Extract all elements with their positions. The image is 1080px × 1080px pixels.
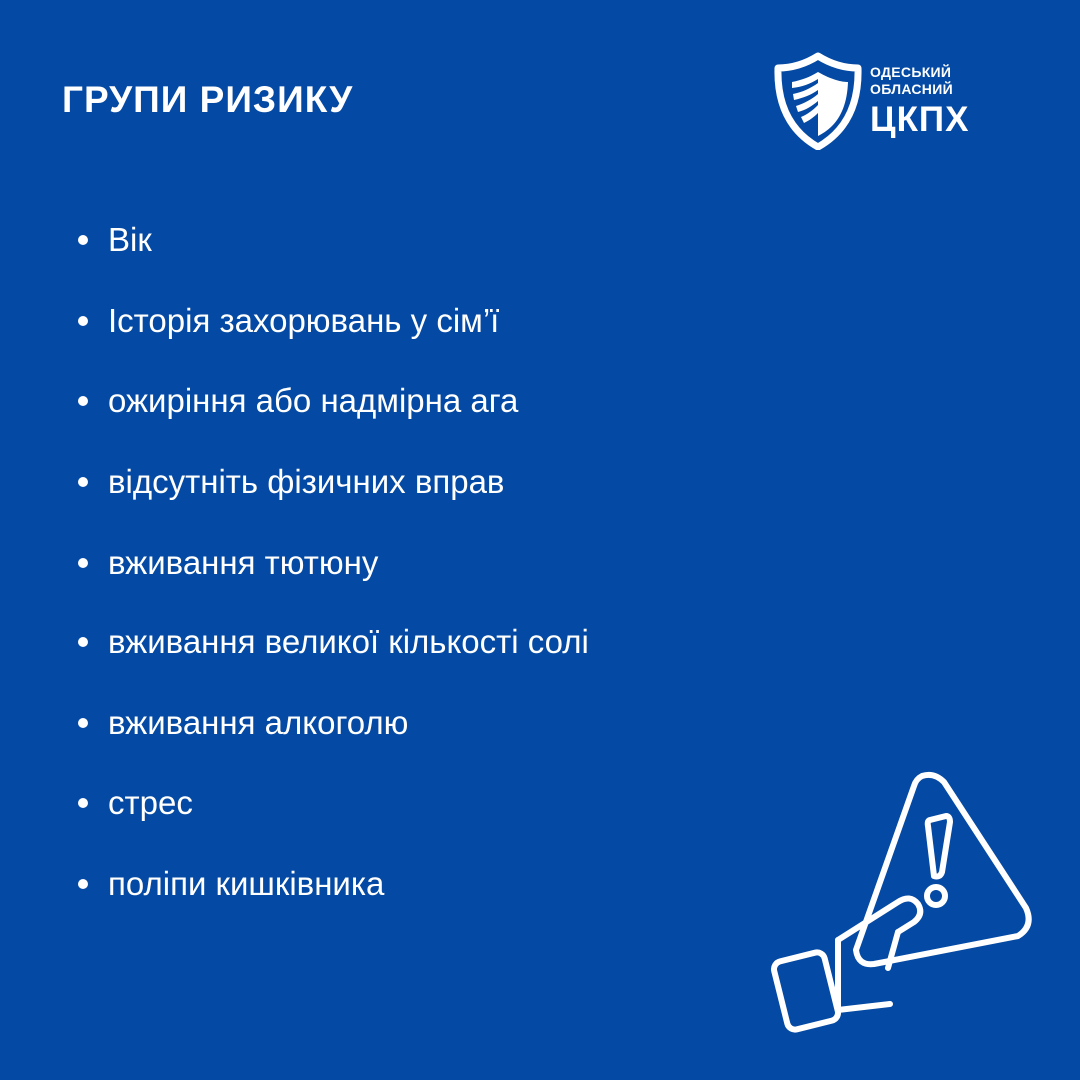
list-item-text: вживання тютюну — [108, 544, 379, 581]
list-item-text: вживання великої кількості солі — [108, 623, 589, 660]
list-item — [78, 299, 778, 343]
bullet-dot-icon — [78, 718, 88, 728]
list-item — [78, 781, 778, 825]
bullet-dot-icon — [78, 235, 88, 245]
list-item — [78, 862, 778, 906]
list-item-text: стрес — [108, 784, 193, 821]
bullet-dot-icon — [78, 477, 88, 487]
list-item-text: відсутніть фізичних вправ — [108, 463, 505, 500]
logo — [772, 52, 992, 152]
shield-icon — [772, 52, 864, 150]
bullet-dot-icon — [78, 637, 88, 647]
list-item — [78, 541, 778, 585]
list-item-text: Історія захорювань у сім’ї — [108, 302, 500, 339]
page-title: ГРУПИ РИЗИКУ — [62, 79, 354, 120]
list-item-text: ожиріння або надмірна ага — [108, 382, 519, 419]
bullet-dot-icon — [78, 316, 88, 326]
list-item — [78, 379, 778, 423]
list-item-text: поліпи кишківника — [108, 865, 385, 902]
bullet-dot-icon — [78, 879, 88, 889]
logo-text-line1: ОДЕСЬКИЙ — [870, 64, 952, 80]
list-item — [78, 218, 778, 262]
list-item — [78, 460, 778, 504]
bullet-dot-icon — [78, 558, 88, 568]
bullet-dot-icon — [78, 396, 88, 406]
logo-text-abbreviation: ЦКПХ — [870, 100, 970, 139]
list-item-text: Вік — [108, 221, 152, 258]
list-item-text: вживання алкоголю — [108, 704, 409, 741]
hand-holding-warning-sign-icon — [770, 770, 1040, 1040]
list-item — [78, 701, 778, 745]
bullet-dot-icon — [78, 798, 88, 808]
list-item — [78, 620, 778, 664]
logo-text-line2: ОБЛАСНИЙ — [870, 81, 953, 97]
